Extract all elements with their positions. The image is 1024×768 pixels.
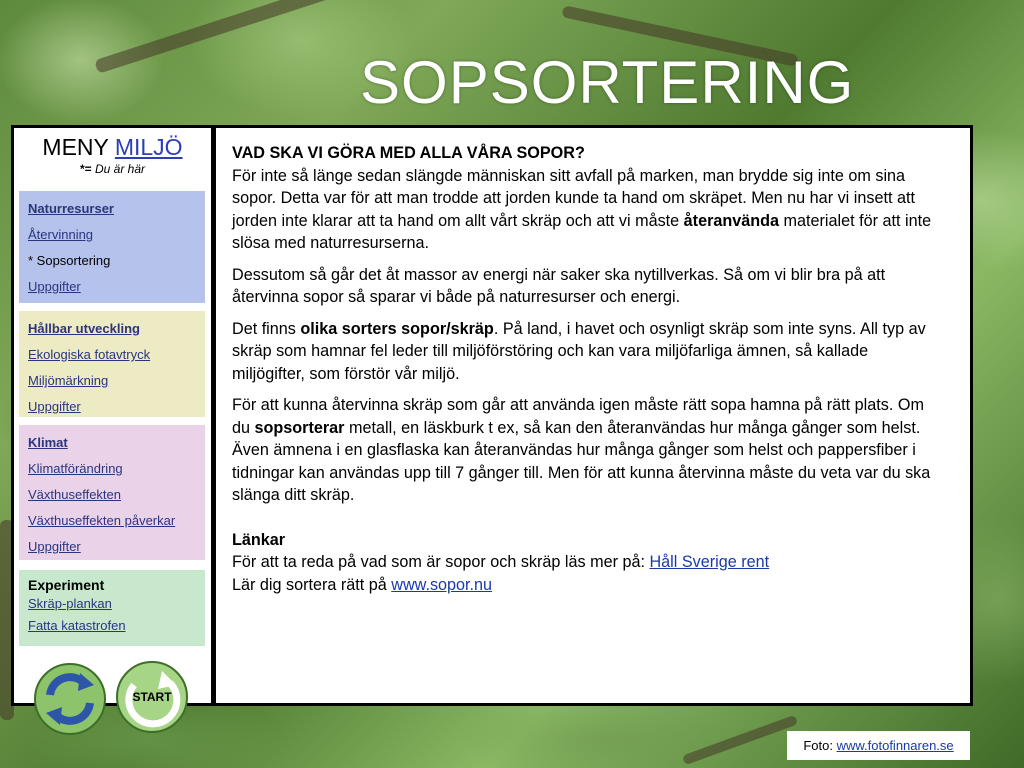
- recycle-icon: [36, 665, 104, 733]
- recycle-button[interactable]: [34, 663, 106, 735]
- menu-item-vaxthuseffekten[interactable]: Växthuseffekten: [28, 487, 121, 502]
- miljo-link[interactable]: MILJÖ: [114, 134, 183, 160]
- menu-item-ekologiska-fotavtryck[interactable]: Ekologiska fotavtryck: [28, 347, 151, 362]
- sopor-nu-link[interactable]: www.sopor.nu: [391, 575, 493, 594]
- menu-box-experiment: [19, 570, 205, 646]
- menu-item-hallbar-utveckling[interactable]: Hållbar utveckling: [28, 321, 140, 336]
- menu-panel: [14, 128, 211, 703]
- menu-item-fatta-katastrofen[interactable]: Fatta katastrofen: [28, 618, 126, 633]
- menu-item-uppgifter[interactable]: Uppgifter: [28, 279, 81, 294]
- paragraph-4-text: För att kunna återvinna skräp som går att använda igen måste rätt sopa hamna på rätt plats. Om du: [232, 396, 924, 437]
- menu-item-klimatforandring[interactable]: Klimatförändring: [28, 461, 123, 476]
- page-title: SOPSORTERING: [360, 49, 855, 116]
- hall-sverige-rent-link[interactable]: Håll Sverige rent: [649, 553, 770, 571]
- menu-item-vaxthuseffekten-paverkar[interactable]: Växthuseffekten påverkar: [28, 513, 176, 528]
- paragraph-1: [232, 165, 944, 255]
- paragraph-4-bold: sopsorterar: [254, 418, 345, 437]
- menu-box-hallbar-utveckling: [19, 311, 205, 417]
- background-branch: [682, 715, 798, 765]
- paragraph-4: [232, 394, 944, 507]
- legend-text: Du är här: [95, 162, 146, 176]
- menu-header: [14, 134, 211, 161]
- menu-section-experiment: Experiment: [28, 577, 105, 593]
- menu-item-naturresurser[interactable]: Naturresurser: [28, 201, 114, 216]
- menu-item-uppgifter[interactable]: Uppgifter: [28, 399, 81, 414]
- paragraph-1-text-end: materialet för att inte slösa med naturresurserna.: [232, 211, 932, 252]
- photo-credit: [787, 731, 970, 760]
- start-label: START: [132, 690, 172, 704]
- paragraph-3-text-end: . På land, i havet och osynligt skräp som inte syns. All typ av skräp som hamnar fel leder till miljöförstöring och kan vara miljöfarliga ämnen, så kallade miljögifter, som förstör vår miljö.: [232, 319, 926, 383]
- links-line-2-text: Lär dig sortera rätt på: [232, 575, 392, 594]
- paragraph-1-text: För inte så länge sedan slängde människan sitt avfall på marken, man brydde sig inte om sina sopor. Detta var för att man trodde att jorden kunde ta hand om skräpet. Men nu har vi insett att jorden inte klarar att ta hand om allt vårt skräp och att vi måste: [232, 166, 915, 230]
- paragraph-3-text: Det finns: [232, 319, 301, 338]
- you-are-here-legend: [14, 162, 211, 176]
- article-heading: VAD SKA VI GÖRA MED ALLA VÅRA SOPOR?: [232, 144, 585, 162]
- paragraph-3-bold: olika sorters sopor/skräp: [300, 319, 494, 338]
- start-button[interactable]: [116, 661, 188, 733]
- article: [232, 142, 944, 596]
- menu-item-uppgifter[interactable]: Uppgifter: [28, 539, 81, 554]
- menu-item-sopsortering-current: * Sopsortering: [28, 253, 111, 268]
- paragraph-3: [232, 318, 944, 386]
- paragraph-2: Dessutom så går det åt massor av energi när saker ska nytillverkas. Så om vi blir bra på att återvinna sopor så sparar vi både på naturresurser och energi.: [232, 265, 886, 306]
- menu-item-skrap-plankan[interactable]: Skräp-plankan: [28, 596, 112, 611]
- links-line-1-text: För att ta reda på vad som är sopor och skräp läs mer på:: [232, 553, 650, 571]
- menu-box-naturresurser: [19, 191, 205, 303]
- links-line-1: [232, 551, 944, 574]
- menu-item-miljomarkning[interactable]: Miljömärkning: [28, 373, 109, 388]
- menu-item-atervinning[interactable]: Återvinning: [28, 227, 94, 242]
- menu-item-klimat[interactable]: Klimat: [28, 435, 68, 450]
- menu-label: MENY: [42, 134, 109, 160]
- photo-credit-label: Foto:: [803, 738, 837, 753]
- paragraph-1-bold: återanvända: [683, 211, 780, 230]
- content-panel: [216, 128, 970, 703]
- menu-box-klimat: [19, 425, 205, 560]
- links-line-2: [232, 574, 944, 597]
- legend-symbol: *=: [79, 162, 92, 176]
- links-heading: Länkar: [232, 530, 286, 549]
- background-branch: [94, 0, 346, 74]
- fotofinnaren-link[interactable]: www.fotofinnaren.se: [836, 738, 954, 753]
- paragraph-4-text-end: metall, en läskburk t ex, så kan den återanvändas hur många gånger som helst. Även ämnena i en glasflaska kan återanvändas hur många gånger som helst och pappersfiber i tidningar kan användas upp till 7 gånger till. Men för att kunna återvinna måste du veta var du ska slänga ditt skräp.: [232, 418, 931, 504]
